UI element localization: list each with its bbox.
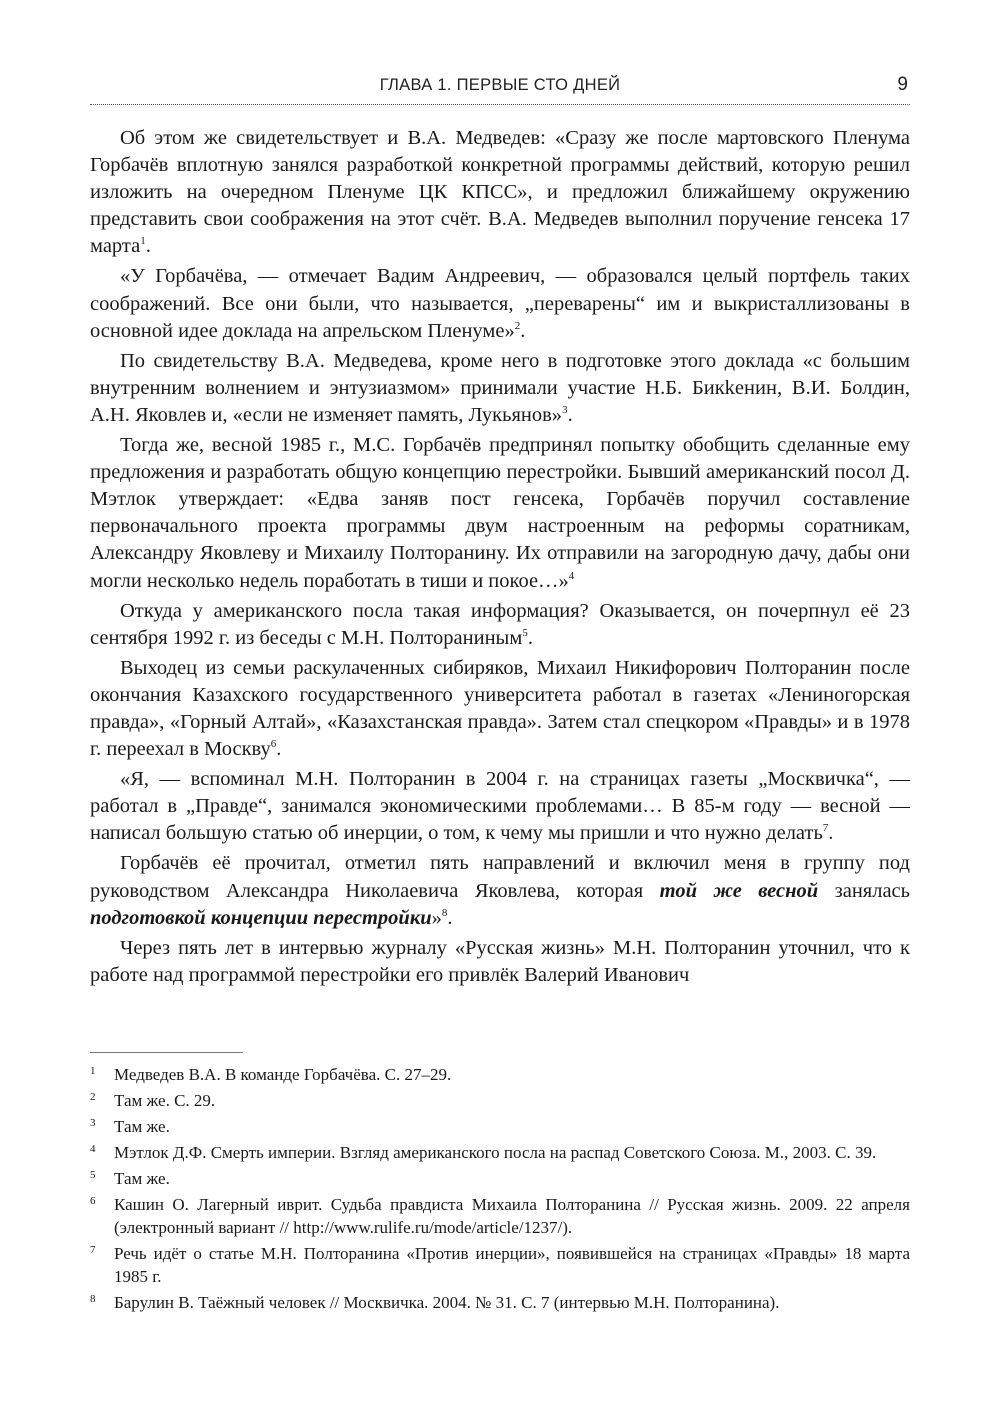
footnote	[90, 1291, 910, 1314]
footnote-ref: 8	[441, 906, 448, 919]
footnote-ref: 4	[568, 569, 575, 582]
running-head: ГЛАВА 1. ПЕРВЫЕ СТО ДНЕЙ	[379, 76, 621, 94]
footnote	[90, 1242, 910, 1288]
paragraph-text: Горбачёв её прочитал, отметил пять направлений и включил меня в группу под руководством Александра Николаевича Яковлева, которая	[90, 852, 910, 902]
footnote-text: Там же.	[114, 1117, 170, 1136]
footnote-ref: 6	[270, 738, 277, 751]
paragraph-text: Откуда у американского посла такая информация? Оказывается, он почерпнул её 23 сентября 1992 г. из беседы с М.Н. Полтораниным	[90, 599, 910, 649]
paragraph-text: .	[145, 235, 151, 258]
paragraph-text: .	[527, 626, 533, 649]
paragraph-text: .	[276, 738, 282, 761]
emphasized-text: подготовкой концепции перестройки	[90, 906, 432, 929]
footnote-text: Мэтлок Д.Ф. Смерть империи. Взгляд американского посла на распад Советского Союза. М., 2003. С. 39.	[114, 1143, 877, 1162]
footnote-number: 3	[90, 1117, 96, 1129]
paragraph-text: «Я, — вспоминал М.Н. Полторанин в 2004 г. на страницах газеты „Москвичка“, — работал в „Правде“, занимался экономическими проблемами… В 85-м году — весной — написал большую статью об инерции, о том, к чему мы пришли и что нужно делать	[90, 768, 910, 845]
page-number: 9	[897, 74, 908, 95]
footnote-number: 1	[90, 1065, 96, 1077]
body-paragraph	[90, 598, 910, 652]
paragraph-text: .	[828, 822, 834, 845]
paragraph-text: Выходец из семьи раскулаченных сибиряков, Михаил Никифорович Полторанин после окончания Казахского государственного университета работал в газетах «Лениногорская правда», «Горный Алтай», «Казахстанская правда». Затем стал спецкором «Правды» и в 1978 г. переехал в Москву	[90, 656, 910, 761]
body-paragraph	[90, 125, 910, 260]
body-paragraph	[90, 263, 910, 344]
footnote-number: 8	[90, 1293, 96, 1305]
paragraph-text: .	[447, 906, 453, 929]
footnote-number: 5	[90, 1169, 96, 1181]
paragraph-text: занялась	[818, 879, 911, 902]
book-page	[90, 0, 910, 1424]
footnote-ref: 5	[522, 626, 528, 639]
paragraph-text: По свидетельству В.А. Медведева, кроме него в подготовке этого доклада «с большим внутренним волнением и энтузиазмом» принимали участие Н.Б. Бикkенин, В.И. Болдин, А.Н. Яковлев и, «если не изменяет память, Лукьянов»	[90, 349, 910, 426]
paragraph-text: Об этом же свидетельствует и В.А. Медведев: «Сразу же после мартовского Пленума Горбачёв вплотную занялся разработкой конкретной программы действий, которую решил изложить на очередном Пленуме ЦК КПСС», и предложил ближайшему окружению представить свои соображения на этот счёт. В.А. Медведев выполнил поручение генсека 17 марта	[90, 127, 910, 258]
footnote-number: 2	[90, 1091, 96, 1103]
footnote-ref: 1	[140, 235, 146, 248]
footnote-number: 6	[90, 1195, 96, 1207]
paragraph-text: »	[431, 906, 442, 929]
body-paragraph	[90, 850, 910, 931]
footnote	[90, 1167, 910, 1190]
footnote	[90, 1193, 910, 1239]
footnote	[90, 1089, 910, 1112]
body-paragraph	[90, 935, 910, 989]
paragraph-text: .	[520, 319, 526, 342]
footnote-ref: 7	[822, 822, 829, 835]
footnote-ref: 2	[514, 319, 521, 332]
footnote-text: Там же. С. 29.	[114, 1091, 216, 1110]
footnote	[90, 1141, 910, 1164]
footnote-text: Барулин В. Таёжный человек // Москвичка. 2004. № 31. С. 7 (интервью М.Н. Полторанина).	[114, 1293, 780, 1312]
footnote-number: 7	[90, 1244, 96, 1256]
paragraph-text: Тогда же, весной 1985 г., М.С. Горбачёв предпринял попытку обобщить сделанные ему предложения и разработать общую концепцию перестройки. Бывший американский посол Д. Мэтлок утверждает: «Едва заняв пост генсека, Горбачёв поручил составление первоначального проекта программы двум настроенным на реформы соратникам, Александру Яковлеву и Михаилу Полторанину. Их отправили на загородную дачу, дабы они могли несколько недель поработать в тиши и покое…»	[90, 434, 910, 592]
footnote-text: Там же.	[114, 1169, 170, 1188]
body-paragraph	[90, 766, 910, 847]
footnote	[90, 1115, 910, 1138]
main-text	[90, 125, 910, 989]
body-paragraph	[90, 432, 910, 595]
footnote-text: Речь идёт о статье М.Н. Полторанина «Против инерции», появившейся на страницах «Правды» 18 марта 1985 г.	[114, 1244, 910, 1286]
paragraph-text: .	[567, 403, 573, 426]
paragraph-text: «У Горбачёва, — отмечает Вадим Андреевич, — образовался целый портфель таких соображений. Все они были, что называется, „переварены“ им и выкристаллизованы в основной идее доклада на апрельском Пленуме»	[90, 265, 910, 342]
footnote	[90, 1063, 910, 1086]
footnote-text: Медведев В.А. В команде Горбачёва. С. 27–29.	[114, 1065, 452, 1084]
footnote-number: 4	[90, 1143, 96, 1155]
body-paragraph	[90, 348, 910, 429]
footnote-divider	[90, 1052, 243, 1053]
body-paragraph	[90, 655, 910, 763]
footnotes	[90, 1063, 910, 1317]
emphasized-text: той же весной	[659, 879, 819, 902]
footnote-ref: 3	[562, 403, 568, 416]
paragraph-text: Через пять лет в интервью журналу «Русская жизнь» М.Н. Полторанин уточнил, что к работе над программой перестройки его привлёк Валерий Иванович	[90, 936, 910, 986]
page-header	[90, 74, 910, 105]
footnote-text: Кашин О. Лагерный иврит. Судьба правдиста Михаила Полторанина // Русская жизнь. 2009. 22 апреля (электронный вариант // http://www.rulife.ru/mode/article/1237/).	[114, 1195, 910, 1237]
